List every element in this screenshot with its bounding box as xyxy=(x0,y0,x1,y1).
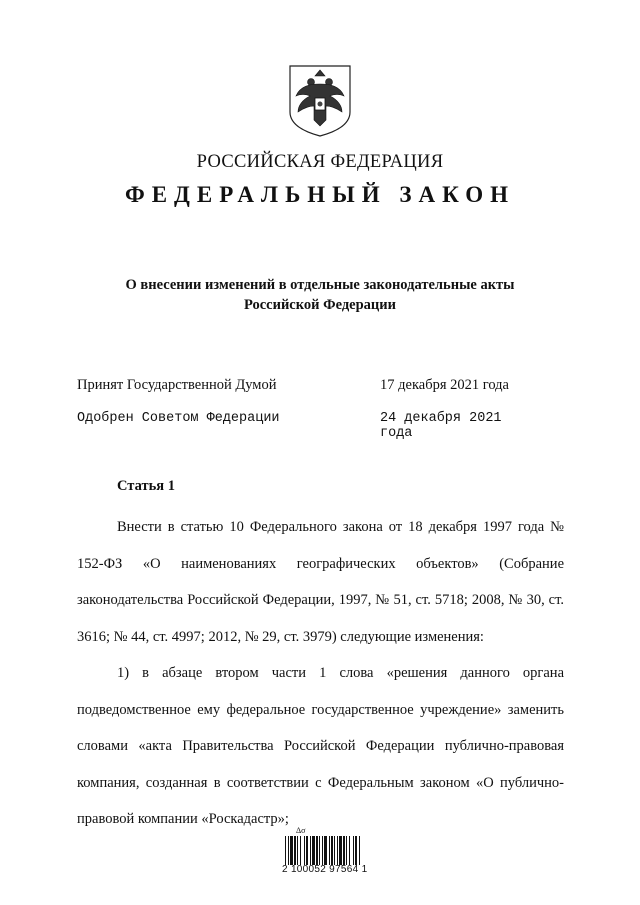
adoption-date: 24 декабря 2021 года xyxy=(380,411,502,441)
adoption-council xyxy=(77,411,530,441)
document-type: ФЕДЕРАЛЬНЫЙ ЗАКОН xyxy=(124,182,516,207)
law-title xyxy=(90,275,550,315)
article-paragraph: Внести в статью 10 Федерального закона от 18 декабря 1997 года № 152-ФЗ «О наименованиях географических объектов» (Собрание законодательства Российской Федерации, 1997, № 51, ст. 5718; 2008, № 30, ст. 3616; № 44, ст. 4997; 2012, № 29, ст. 3979) следующие изменения: xyxy=(77,519,564,645)
adoption-by: Принят Государственной Думой xyxy=(77,377,277,393)
adoption-duma xyxy=(77,377,530,394)
registration-mark: Δσ xyxy=(296,826,306,835)
law-title-line-1: О внесении изменений в отдельные законодательные акты xyxy=(125,277,515,293)
article-body xyxy=(77,509,564,838)
barcode-number: 2 100052 97564 1 xyxy=(282,864,368,875)
article-paragraph: 1) в абзаце втором части 1 слова «решения данного органа подведомственное ему федеральное государственное учреждение» заменить словами «акта Правительства Российской Федерации публично-правовая компания, созданная в соответствии с Федеральным законом «О публично-правовой компании «Роскадастр»; xyxy=(77,665,564,827)
coat-of-arms-icon xyxy=(286,64,354,138)
adoption-by: Одобрен Советом Федерации xyxy=(77,411,280,426)
adoption-date: 17 декабря 2021 года xyxy=(380,377,509,393)
barcode-icon xyxy=(285,836,360,865)
country-name: РОССИЙСКАЯ ФЕДЕРАЦИЯ xyxy=(196,152,444,172)
article-heading: Статья 1 xyxy=(117,478,175,494)
law-title-line-2: Российской Федерации xyxy=(243,297,396,313)
